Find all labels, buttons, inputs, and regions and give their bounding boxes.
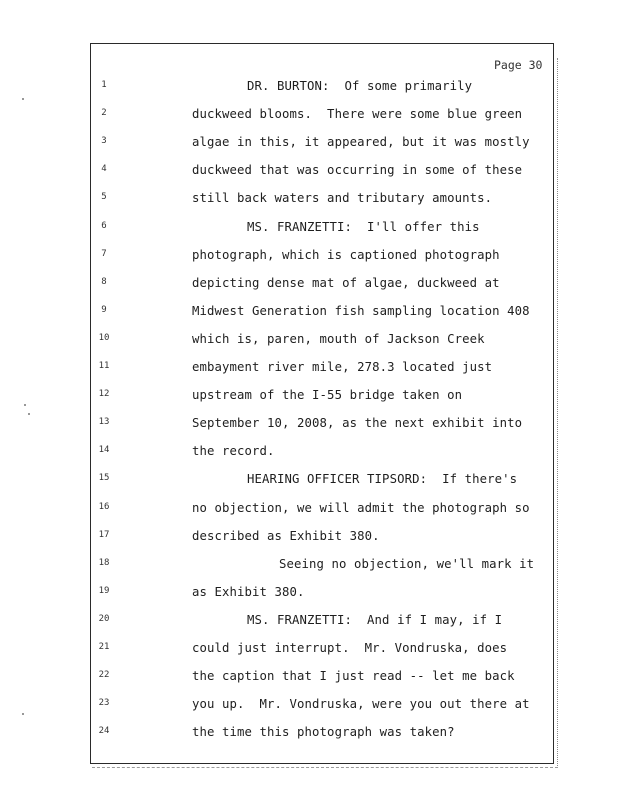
line-text: still back waters and tributary amounts.: [192, 191, 493, 206]
line-number: 4: [101, 164, 107, 175]
line-number: 16: [98, 501, 110, 512]
line-number: 1: [101, 80, 107, 90]
transcript-line: [0, 107, 618, 127]
line-text: depicting dense mat of algae, duckweed at: [192, 275, 500, 290]
line-number: 24: [98, 726, 110, 737]
scan-speck: [22, 713, 24, 715]
line-number: 3: [101, 136, 107, 147]
transcript-line: [0, 529, 618, 549]
transcript-line: [0, 557, 618, 577]
line-text: MS. FRANZETTI: I'll offer this: [247, 219, 480, 234]
line-text: as Exhibit 380.: [192, 584, 305, 599]
line-number: 19: [98, 585, 110, 596]
transcript-line: [0, 276, 618, 296]
transcript-line: [0, 248, 618, 268]
transcript-line: [0, 444, 618, 464]
line-text: DR. BURTON: Of some primarily: [247, 79, 473, 93]
line-number: 2: [101, 108, 107, 119]
line-number: 20: [98, 613, 110, 624]
transcript-line: [0, 585, 618, 605]
line-text: which is, paren, mouth of Jackson Creek: [192, 331, 485, 346]
transcript-line: [0, 501, 618, 521]
transcript-line: [0, 79, 618, 99]
line-text: no objection, we will admit the photograph so: [192, 500, 530, 515]
page-number: Page 30: [494, 58, 543, 72]
line-number: 11: [98, 361, 110, 371]
line-number: 21: [98, 642, 110, 652]
line-text: algae in this, it appeared, but it was mostly: [192, 135, 530, 150]
transcript-line: [0, 163, 618, 183]
transcript-line: [0, 613, 618, 633]
transcript-line: [0, 360, 618, 380]
line-number: 8: [101, 276, 107, 287]
transcript-line: [0, 304, 618, 324]
line-text: the time this photograph was taken?: [192, 725, 455, 740]
line-number: 14: [98, 445, 110, 456]
line-number: 18: [98, 557, 110, 568]
transcript-line: [0, 388, 618, 408]
scan-speck: [28, 413, 30, 415]
line-text: duckweed blooms. There were some blue green: [192, 107, 523, 122]
transcript-line: [0, 191, 618, 211]
line-text: upstream of the I-55 bridge taken on: [192, 388, 463, 403]
line-number: 12: [98, 389, 110, 400]
transcript-line: [0, 669, 618, 689]
line-text: described as Exhibit 380.: [192, 528, 380, 543]
line-number: 23: [98, 698, 110, 709]
scan-speck: [24, 404, 26, 406]
transcript-line: [0, 641, 618, 661]
transcript-line: [0, 725, 618, 745]
line-text: September 10, 2008, as the next exhibit into: [192, 416, 523, 431]
line-text: duckweed that was occurring in some of these: [192, 163, 523, 178]
line-number: 22: [98, 670, 110, 681]
transcript-line: [0, 220, 618, 240]
line-number: 7: [101, 248, 107, 259]
line-text: the record.: [192, 444, 275, 459]
line-text: Midwest Generation fish sampling location 408: [192, 303, 530, 318]
transcript-line: [0, 135, 618, 155]
line-text: could just interrupt. Mr. Vondruska, does: [192, 641, 508, 655]
line-text: Seeing no objection, we'll mark it: [279, 556, 535, 571]
line-text: you up. Mr. Vondruska, were you out there at: [192, 697, 530, 712]
scan-speck: [22, 98, 24, 100]
line-text: HEARING OFFICER TIPSORD: If there's: [247, 472, 518, 487]
line-text: the caption that I just read -- let me back: [192, 669, 515, 684]
transcript-line: [0, 472, 618, 492]
line-number: 6: [101, 220, 107, 231]
line-number: 17: [98, 529, 110, 540]
transcript-line: [0, 332, 618, 352]
transcript-line: [0, 416, 618, 436]
line-text: MS. FRANZETTI: And if I may, if I: [247, 612, 503, 627]
line-number: 5: [101, 192, 107, 203]
line-text: photograph, which is captioned photograph: [192, 247, 500, 262]
line-number: 15: [98, 473, 110, 484]
line-text: embayment river mile, 278.3 located just: [192, 360, 493, 374]
transcript-line: [0, 697, 618, 717]
line-number: 13: [98, 417, 110, 428]
line-number: 10: [98, 332, 110, 343]
bottom-rule: [92, 767, 558, 768]
line-number: 9: [101, 304, 107, 315]
